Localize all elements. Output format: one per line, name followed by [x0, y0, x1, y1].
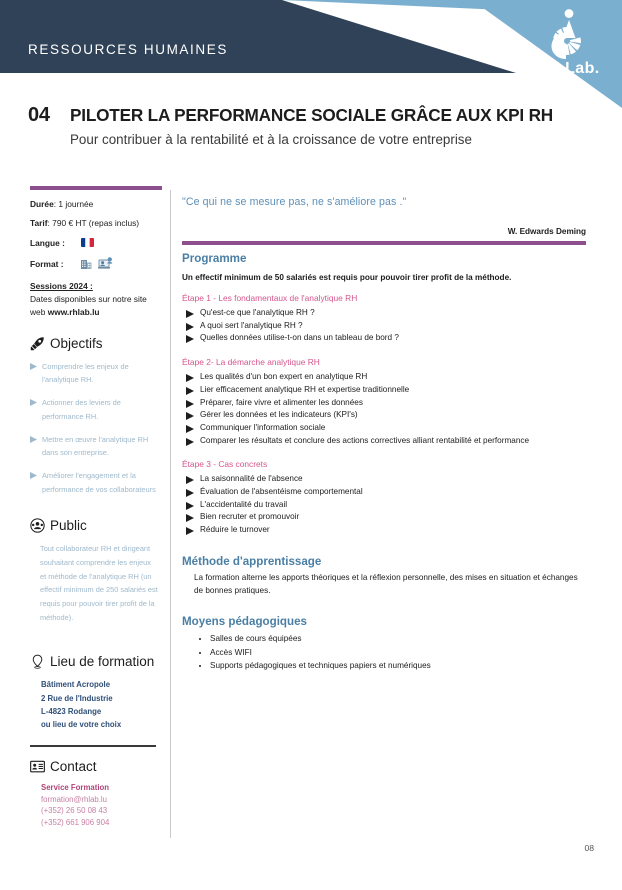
contact-section	[30, 759, 162, 829]
etape-group	[182, 293, 586, 345]
programme-item-text: Les qualités d'un bon expert en analytique RH	[200, 372, 368, 382]
course-number: 04	[28, 104, 50, 126]
people-circle-icon	[30, 518, 45, 533]
objective-text: Comprendre les enjeux de l'analytique RH.	[42, 361, 129, 385]
list-item: • Supports pédagogiques et techniques papiers et numériques	[210, 659, 586, 673]
programme-item-text: Évaluation de l'absentéisme comportemental	[200, 487, 363, 497]
methode-heading: Méthode d'apprentissage	[182, 554, 322, 568]
objective-text: Améliorer l'engagement et la performance de vos collaborateurs	[42, 470, 156, 494]
public-header	[30, 518, 162, 533]
programme-item	[186, 422, 586, 435]
triangle-bullet-icon	[30, 399, 37, 406]
sessions-line2: web	[30, 306, 48, 317]
address-line: 2 Rue de l'Industrie	[41, 693, 113, 703]
programme-item-text: Gérer les données et les indicateurs (KPI's)	[200, 410, 358, 420]
methode-text: La formation alterne les apports théoriques et la réflexion personnelle, des mises en situation et échanges de bonnes pratiques.	[194, 572, 578, 595]
programme-item	[186, 371, 586, 384]
triangle-bullet-icon	[30, 472, 37, 479]
triangle-bullet-icon	[186, 387, 194, 395]
objectives-title: Objectifs	[50, 335, 103, 351]
public-section	[30, 518, 162, 624]
duration-value: : 1 journée	[53, 199, 94, 209]
triangle-bullet-icon	[186, 514, 194, 522]
duration-row	[30, 199, 162, 210]
triangle-bullet-icon	[186, 425, 194, 433]
programme-item	[186, 486, 586, 499]
rhlab-shell-logo-icon	[538, 8, 596, 64]
sidebar-accent-bar	[30, 186, 162, 190]
triangle-bullet-icon	[186, 527, 194, 535]
page-subtitle: Pour contribuer à la rentabilité et à la croissance de votre entreprise	[70, 132, 472, 147]
format-row	[30, 257, 162, 273]
programme-item	[186, 524, 586, 537]
objective-text: Mettre en œuvre l'analytique RH dans son entreprise.	[42, 434, 149, 458]
location-address	[41, 678, 162, 731]
list-item: • Accès WIFI	[210, 646, 586, 660]
triangle-bullet-icon	[186, 310, 194, 318]
map-pin-icon	[30, 654, 45, 669]
page-title: PILOTER LA PERFORMANCE SOCIALE GRÂCE AUX KPI RH	[70, 105, 554, 125]
contact-header	[30, 759, 162, 774]
moyens-heading: Moyens pédagogiques	[182, 615, 307, 629]
objective-item	[30, 396, 162, 423]
programme-item	[186, 435, 586, 448]
etape-heading: Étape 1 - Les fondamentaux de l'analytique RH	[182, 293, 358, 303]
contact-phone-1[interactable]: (+352) 26 50 08 43	[41, 806, 108, 816]
location-header	[30, 654, 162, 669]
address-line: L-4823 Rodange	[41, 706, 102, 716]
programme-item	[186, 307, 586, 320]
column-divider	[170, 190, 171, 838]
sessions-line1: Dates disponibles sur notre site	[30, 294, 147, 305]
contact-service: Service Formation	[41, 782, 110, 792]
programme-item-text: A quoi sert l'analytique RH ?	[200, 320, 303, 330]
triangle-bullet-icon	[186, 323, 194, 331]
programme-item	[186, 332, 586, 345]
list-item: • Salles de cours équipées	[210, 632, 586, 646]
triangle-bullet-icon	[186, 400, 194, 408]
programme-item-text: Réduire le turnover	[200, 525, 270, 535]
contact-phone-2[interactable]: (+352) 661 906 904	[41, 818, 110, 828]
triangle-bullet-icon	[186, 489, 194, 497]
moyens-list	[182, 632, 586, 673]
contact-email[interactable]: formation@rhlab.lu	[41, 794, 107, 804]
objective-item	[30, 469, 162, 496]
objective-text: Actionner des leviers de performance RH.	[42, 398, 121, 421]
language-label: Langue :	[30, 237, 65, 248]
programme-item-text: Lier efficacement analytique RH et expertise traditionnelle	[200, 384, 410, 394]
triangle-bullet-icon	[30, 436, 37, 443]
objectives-section	[30, 336, 162, 497]
programme-item	[186, 499, 586, 512]
triangle-bullet-icon	[186, 335, 194, 343]
etape-heading: Étape 2- La démarche analytique RH	[182, 357, 320, 368]
programme-accent-bar	[182, 241, 586, 245]
programme-item	[186, 397, 586, 410]
programme-item-text: L'accidentalité du travail	[200, 499, 288, 509]
programme-item-text: Qu'est-ce que l'analytique RH ?	[200, 308, 315, 317]
address-line: Bâtiment Acropole	[41, 680, 111, 690]
format-label: Format :	[30, 259, 64, 270]
language-row	[30, 238, 162, 249]
laptop-online-icon	[98, 257, 113, 270]
objectives-header	[30, 336, 162, 351]
sessions-text	[30, 293, 162, 317]
address-line: ou lieu de votre choix	[41, 720, 122, 730]
sessions-label: Sessions 2024 :	[30, 281, 93, 292]
format-icons	[80, 257, 113, 273]
pull-quote: "Ce qui ne se mesure pas, ne s'améliore pas ."	[182, 196, 407, 208]
public-description: Tout collaborateur RH et dirigeant souhaitant comprendre les enjeux et méthode de l'analytique RH (un effectif minimum de 250 salariés est requis pour pouvoir tirer profit de la méthode).	[40, 544, 158, 622]
programme-item	[186, 409, 586, 422]
brand-logo	[528, 8, 608, 90]
programme-item-text: Comparer les résultats et conclure des actions correctives alliant rentabilité et performance	[200, 435, 530, 445]
contact-card-icon	[30, 759, 45, 774]
triangle-bullet-icon	[186, 374, 194, 382]
public-title: Public	[50, 518, 87, 534]
programme-heading: Programme	[182, 252, 247, 265]
etape-heading: Étape 3 - Cas concrets	[182, 459, 268, 470]
objective-item	[30, 433, 162, 460]
sessions-website: www.rhlab.lu	[47, 306, 100, 317]
page-number: 08	[584, 843, 594, 853]
sidebar	[30, 186, 162, 829]
course-title-block	[28, 104, 594, 147]
triangle-bullet-icon	[30, 363, 37, 370]
price-value: : 790 € HT (repas inclus)	[47, 218, 140, 229]
etape-group	[182, 357, 586, 447]
quote-author: W. Edwards Deming	[507, 227, 586, 236]
objective-item	[30, 360, 162, 387]
programme-item-text: Préparer, faire vivre et alimenter les données	[200, 397, 363, 407]
triangle-bullet-icon	[186, 502, 194, 510]
price-row	[30, 218, 162, 229]
brand-name: RH Lab.	[536, 60, 600, 77]
duration-label: Durée	[30, 199, 54, 209]
programme-item	[186, 511, 586, 524]
main-content	[182, 196, 586, 673]
programme-item-text: Communiquer l'information sociale	[200, 422, 326, 432]
programme-item-text: La saisonnalité de l'absence	[200, 474, 303, 484]
etape-group	[182, 459, 586, 537]
programme-requirement-note: Un effectif minimum de 50 salariés est requis pour pouvoir tirer profit de la méthode.	[182, 273, 512, 282]
header-category-label: RESSOURCES HUMAINES	[28, 42, 228, 57]
programme-item-text: Bien recruter et promouvoir	[200, 512, 300, 522]
building-onsite-icon	[80, 257, 93, 270]
rocket-icon	[30, 336, 45, 351]
location-title: Lieu de formation	[50, 654, 155, 670]
triangle-bullet-icon	[186, 438, 194, 446]
french-flag-icon	[81, 238, 94, 247]
page-header	[0, 0, 622, 108]
programme-item	[186, 473, 586, 486]
triangle-bullet-icon	[186, 476, 194, 484]
triangle-bullet-icon	[186, 412, 194, 420]
programme-item	[186, 320, 586, 333]
price-label: Tarif	[30, 218, 48, 229]
sidebar-divider	[30, 745, 156, 746]
location-section	[30, 654, 162, 731]
contact-title: Contact	[50, 758, 97, 774]
programme-item	[186, 384, 586, 397]
programme-item-text: Quelles données utilise-t-on dans un tableau de bord ?	[200, 333, 399, 343]
